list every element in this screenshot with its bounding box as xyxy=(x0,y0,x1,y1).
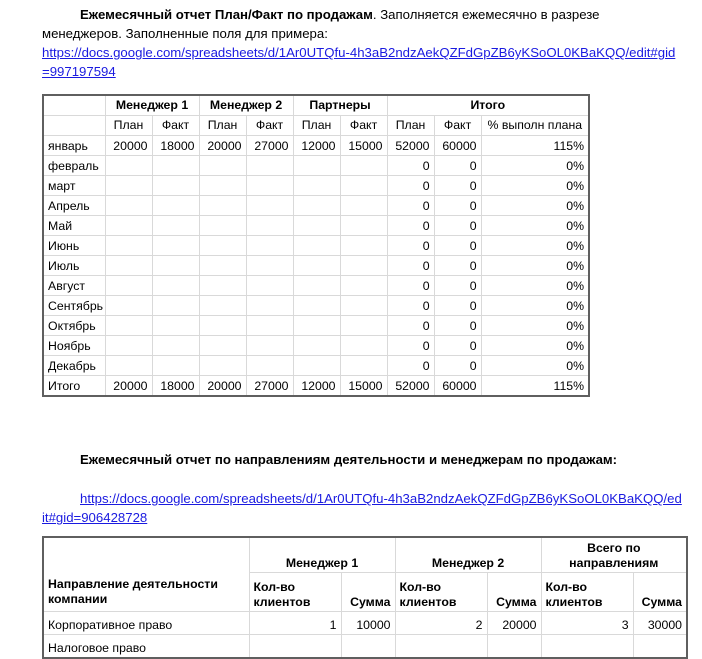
sub-header-m1-sum: Сумма xyxy=(341,573,395,612)
table-row-group-header xyxy=(43,537,687,573)
cell-month: Июнь xyxy=(43,236,105,256)
cell-m2-fact xyxy=(246,356,293,376)
cell-percent: 115% xyxy=(481,376,589,397)
group-header-manager2: Менеджер 2 xyxy=(199,95,293,116)
cell-p-plan xyxy=(293,216,340,236)
cell-direction: Корпоративное право xyxy=(43,612,249,635)
cell-m1-fact xyxy=(152,196,199,216)
cell-total-count xyxy=(541,635,633,659)
section1-link-line xyxy=(42,43,682,82)
cell-p-plan xyxy=(293,276,340,296)
cell-p-plan: 12000 xyxy=(293,136,340,156)
cell-p-plan xyxy=(293,156,340,176)
cell-t-fact: 0 xyxy=(434,176,481,196)
cell-m2-plan xyxy=(199,296,246,316)
cell-p-plan xyxy=(293,176,340,196)
table-row xyxy=(43,236,589,256)
cell-month: Октябрь xyxy=(43,316,105,336)
cell-total-count: 3 xyxy=(541,612,633,635)
cell-m1-plan xyxy=(105,196,152,216)
section1-paragraph xyxy=(42,5,662,44)
cell-t-fact: 0 xyxy=(434,276,481,296)
cell-t-plan: 0 xyxy=(387,176,434,196)
cell-p-fact: 15000 xyxy=(340,376,387,397)
cell-m1-sum: 10000 xyxy=(341,612,395,635)
group-header-manager2: Менеджер 2 xyxy=(395,537,541,573)
cell-m1-fact xyxy=(152,176,199,196)
sub-header-percent-plan: % выполн плана xyxy=(481,116,589,136)
cell-m1-plan xyxy=(105,336,152,356)
cell-p-plan xyxy=(293,256,340,276)
cell-m2-plan: 20000 xyxy=(199,136,246,156)
cell-percent: 0% xyxy=(481,176,589,196)
plan-fact-table xyxy=(42,94,590,397)
cell-p-fact: 15000 xyxy=(340,136,387,156)
cell-m2-fact xyxy=(246,256,293,276)
cell-t-plan: 0 xyxy=(387,316,434,336)
cell-m1-fact: 18000 xyxy=(152,136,199,156)
cell-p-fact xyxy=(340,256,387,276)
section1-paragraph-rest: . Заполняется ежемесячно в разрезе менеджеров. Заполненные поля для примера: xyxy=(42,7,600,42)
directions-table xyxy=(42,536,688,659)
sub-header-total-count: Кол-во клиентов xyxy=(541,573,633,612)
cell-t-fact: 0 xyxy=(434,256,481,276)
cell-m2-plan xyxy=(199,276,246,296)
cell-m1-plan xyxy=(105,176,152,196)
cell-t-plan: 0 xyxy=(387,296,434,316)
table-row xyxy=(43,276,589,296)
table-row-group-header xyxy=(43,95,589,116)
cell-p-plan xyxy=(293,196,340,216)
cell-p-plan xyxy=(293,296,340,316)
cell-m2-plan xyxy=(199,356,246,376)
cell-percent: 115% xyxy=(481,136,589,156)
cell-m1-plan xyxy=(105,156,152,176)
plan-fact-table-container xyxy=(42,94,590,397)
cell-m1-plan xyxy=(105,256,152,276)
cell-p-fact xyxy=(340,356,387,376)
cell-t-fact: 0 xyxy=(434,316,481,336)
cell-m2-plan xyxy=(199,196,246,216)
cell-p-fact xyxy=(340,216,387,236)
cell-m2-fact xyxy=(246,216,293,236)
cell-t-fact: 0 xyxy=(434,216,481,236)
cell-m2-count xyxy=(395,635,487,659)
table-row xyxy=(43,256,589,276)
cell-p-fact xyxy=(340,336,387,356)
cell-percent: 0% xyxy=(481,216,589,236)
cell-percent: 0% xyxy=(481,316,589,336)
sub-header-m2-fact: Факт xyxy=(246,116,293,136)
cell-month: Август xyxy=(43,276,105,296)
cell-m2-fact xyxy=(246,296,293,316)
table-row xyxy=(43,635,687,659)
cell-m1-fact xyxy=(152,236,199,256)
cell-month: Июль xyxy=(43,256,105,276)
cell-m2-plan xyxy=(199,156,246,176)
cell-month: Апрель xyxy=(43,196,105,216)
sub-header-total-sum: Сумма xyxy=(633,573,687,612)
cell-p-plan xyxy=(293,236,340,256)
table-row xyxy=(43,136,589,156)
cell-m1-fact xyxy=(152,276,199,296)
cell-p-plan: 12000 xyxy=(293,376,340,397)
table-row xyxy=(43,196,589,216)
cell-m1-fact xyxy=(152,356,199,376)
sub-header-partners-plan: План xyxy=(293,116,340,136)
cell-p-fact xyxy=(340,316,387,336)
sub-header-m1-fact: Факт xyxy=(152,116,199,136)
cell-m1-plan: 20000 xyxy=(105,376,152,397)
cell-month: Май xyxy=(43,216,105,236)
table-row xyxy=(43,316,589,336)
cell-total-sum: 30000 xyxy=(633,612,687,635)
table-row xyxy=(43,176,589,196)
table-row xyxy=(43,356,589,376)
cell-m1-fact: 18000 xyxy=(152,376,199,397)
group-header-total-directions: Всего по направлениям xyxy=(541,537,687,573)
cell-m2-plan xyxy=(199,216,246,236)
cell-month: январь xyxy=(43,136,105,156)
cell-m1-plan xyxy=(105,216,152,236)
cell-m2-fact xyxy=(246,196,293,216)
cell-total-sum xyxy=(633,635,687,659)
cell-direction: Налоговое право xyxy=(43,635,249,659)
cell-m1-plan: 20000 xyxy=(105,136,152,156)
cell-p-plan xyxy=(293,356,340,376)
cell-t-fact: 0 xyxy=(434,336,481,356)
cell-m2-fact xyxy=(246,236,293,256)
cell-m1-plan xyxy=(105,276,152,296)
cell-t-fact: 60000 xyxy=(434,136,481,156)
sub-header-m2-count: Кол-во клиентов xyxy=(395,573,487,612)
cell-m1-fact xyxy=(152,156,199,176)
cell-t-plan: 0 xyxy=(387,236,434,256)
cell-p-fact xyxy=(340,296,387,316)
table-row xyxy=(43,156,589,176)
cell-percent: 0% xyxy=(481,236,589,256)
cell-p-fact xyxy=(340,176,387,196)
cell-m2-plan xyxy=(199,256,246,276)
cell-m1-fact xyxy=(152,256,199,276)
cell-t-plan: 52000 xyxy=(387,136,434,156)
sub-header-m1-count: Кол-во клиентов xyxy=(249,573,341,612)
cell-month: Итого xyxy=(43,376,105,397)
cell-t-plan: 0 xyxy=(387,156,434,176)
cell-m2-fact xyxy=(246,316,293,336)
cell-m1-fact xyxy=(152,316,199,336)
cell-month: Сентябрь xyxy=(43,296,105,316)
cell-m1-plan xyxy=(105,236,152,256)
cell-m1-plan xyxy=(105,356,152,376)
cell-t-plan: 0 xyxy=(387,356,434,376)
directions-table-container xyxy=(42,536,688,659)
cell-p-fact xyxy=(340,276,387,296)
cell-month: Ноябрь xyxy=(43,336,105,356)
cell-month: Декабрь xyxy=(43,356,105,376)
header-direction: Направление деятельности компании xyxy=(43,537,249,612)
sub-header-m2-plan: План xyxy=(199,116,246,136)
group-header-manager1: Менеджер 1 xyxy=(249,537,395,573)
cell-p-plan xyxy=(293,316,340,336)
cell-t-plan: 0 xyxy=(387,216,434,236)
section2-paragraph xyxy=(42,450,662,469)
sub-header-blank xyxy=(43,116,105,136)
cell-m2-plan xyxy=(199,236,246,256)
cell-t-fact: 60000 xyxy=(434,376,481,397)
cell-m1-count: 1 xyxy=(249,612,341,635)
cell-p-fact xyxy=(340,236,387,256)
cell-percent: 0% xyxy=(481,196,589,216)
cell-m2-sum xyxy=(487,635,541,659)
cell-t-fact: 0 xyxy=(434,296,481,316)
section2-paragraph-bold: Ежемесячный отчет по направлениям деятельности и менеджерам по продажам: xyxy=(80,452,618,467)
group-header-partners: Партнеры xyxy=(293,95,387,116)
cell-m2-plan: 20000 xyxy=(199,376,246,397)
cell-t-fact: 0 xyxy=(434,356,481,376)
table-row-total xyxy=(43,376,589,397)
cell-m1-sum xyxy=(341,635,395,659)
cell-m1-fact xyxy=(152,216,199,236)
group-header-manager1: Менеджер 1 xyxy=(105,95,199,116)
group-header-total: Итого xyxy=(387,95,589,116)
cell-t-fact: 0 xyxy=(434,196,481,216)
table-row xyxy=(43,612,687,635)
cell-percent: 0% xyxy=(481,276,589,296)
cell-p-fact xyxy=(340,156,387,176)
section2-link-line xyxy=(42,489,682,528)
sub-header-m1-plan: План xyxy=(105,116,152,136)
table-row-sub-header xyxy=(43,116,589,136)
cell-month: март xyxy=(43,176,105,196)
table-row xyxy=(43,336,589,356)
table-row xyxy=(43,296,589,316)
sub-header-total-fact: Факт xyxy=(434,116,481,136)
section1-paragraph-bold: Ежемесячный отчет План/Факт по продажам xyxy=(80,7,373,22)
sub-header-m2-sum: Сумма xyxy=(487,573,541,612)
cell-percent: 0% xyxy=(481,336,589,356)
cell-m2-count: 2 xyxy=(395,612,487,635)
section1-spreadsheet-link[interactable]: https://docs.google.com/spreadsheets/d/1Ar0UTQfu-4h3aB2ndzAekQZFdGpZB6yKSoOL0KBaKQQ/edit#gid=997197594 xyxy=(42,45,676,80)
cell-m2-fact xyxy=(246,176,293,196)
cell-percent: 0% xyxy=(481,296,589,316)
cell-m2-fact: 27000 xyxy=(246,376,293,397)
cell-percent: 0% xyxy=(481,156,589,176)
cell-m2-fact xyxy=(246,156,293,176)
cell-m1-fact xyxy=(152,296,199,316)
cell-m1-count xyxy=(249,635,341,659)
sub-header-partners-fact: Факт xyxy=(340,116,387,136)
cell-m2-plan xyxy=(199,176,246,196)
cell-m2-plan xyxy=(199,336,246,356)
group-header-blank xyxy=(43,95,105,116)
cell-m1-plan xyxy=(105,316,152,336)
table-row xyxy=(43,216,589,236)
cell-m2-plan xyxy=(199,316,246,336)
cell-t-plan: 0 xyxy=(387,276,434,296)
cell-t-fact: 0 xyxy=(434,156,481,176)
cell-m2-fact xyxy=(246,276,293,296)
cell-t-plan: 0 xyxy=(387,336,434,356)
section2-spreadsheet-link[interactable]: https://docs.google.com/spreadsheets/d/1Ar0UTQfu-4h3aB2ndzAekQZFdGpZB6yKSoOL0KBaKQQ/edit#gid=906428728 xyxy=(42,491,682,526)
sub-header-total-plan: План xyxy=(387,116,434,136)
cell-t-fact: 0 xyxy=(434,236,481,256)
cell-m2-fact xyxy=(246,336,293,356)
cell-t-plan: 0 xyxy=(387,196,434,216)
cell-percent: 0% xyxy=(481,256,589,276)
cell-m2-sum: 20000 xyxy=(487,612,541,635)
cell-month: февраль xyxy=(43,156,105,176)
cell-m1-fact xyxy=(152,336,199,356)
cell-p-plan xyxy=(293,336,340,356)
cell-p-fact xyxy=(340,196,387,216)
cell-t-plan: 52000 xyxy=(387,376,434,397)
cell-m2-fact: 27000 xyxy=(246,136,293,156)
cell-percent: 0% xyxy=(481,356,589,376)
cell-t-plan: 0 xyxy=(387,256,434,276)
cell-m1-plan xyxy=(105,296,152,316)
